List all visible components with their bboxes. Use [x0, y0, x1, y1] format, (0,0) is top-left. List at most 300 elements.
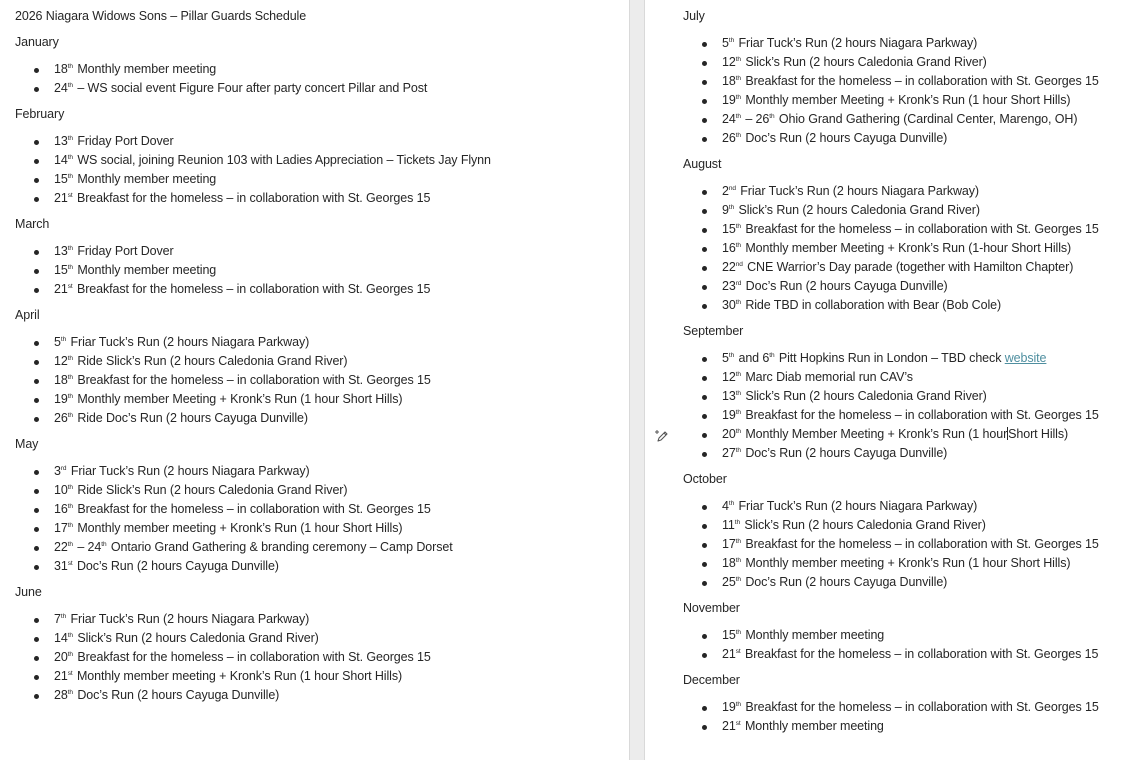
bullet-icon	[702, 228, 707, 233]
event-text: Monthly member meeting + Kronk’s Run (1 hour Short Hills)	[73, 521, 403, 535]
event-day: 17	[54, 521, 68, 535]
month-section-august	[683, 155, 1099, 315]
event-day: 16	[722, 241, 736, 255]
bullet-icon	[34, 250, 39, 255]
month-sections-left	[15, 33, 491, 705]
month-section-january	[15, 33, 491, 98]
day-suffix: th	[60, 336, 67, 343]
list-item[interactable]	[15, 242, 491, 261]
list-item[interactable]	[683, 368, 1099, 387]
bullet-icon	[34, 656, 39, 661]
event-text: Doc’s Run (2 hours Cayuga Dunville)	[741, 131, 948, 145]
list-item[interactable]	[683, 258, 1099, 277]
page-content-right	[683, 7, 1099, 743]
month-sections-right	[683, 7, 1099, 736]
bullet-icon	[702, 706, 707, 711]
day-suffix: st	[735, 720, 741, 727]
event-day: 19	[722, 700, 736, 714]
bullet-icon	[702, 80, 707, 85]
list-item[interactable]	[683, 626, 1099, 645]
day-suffix: th	[67, 689, 73, 696]
document-page-right	[645, 0, 1139, 760]
event-day: 28	[54, 688, 68, 702]
month-section-march	[15, 215, 491, 299]
event-text: Doc’s Run (2 hours Cayuga Dunville)	[73, 559, 279, 573]
bullet-icon	[34, 379, 39, 384]
list-item[interactable]	[683, 554, 1099, 573]
day-suffix: th	[735, 94, 741, 101]
event-day: 20	[722, 427, 736, 441]
bullet-icon	[34, 288, 39, 293]
event-text: Friday Port Dover	[73, 244, 174, 258]
bullet-icon	[702, 653, 707, 658]
event-text: Slick’s Run (2 hours Caledonia Grand River)	[735, 203, 980, 217]
event-text: Friar Tuck’s Run (2 hours Niagara Parkway)	[736, 184, 979, 198]
day-suffix: th	[67, 651, 73, 658]
event-day: 15	[722, 628, 736, 642]
event-day: 15	[54, 263, 68, 277]
event-day: 21	[722, 719, 736, 733]
day-suffix: th	[67, 173, 73, 180]
day-suffix: th	[735, 242, 741, 249]
event-day: 5	[54, 335, 61, 349]
event-day: 23	[722, 279, 736, 293]
event-text: Short Hills)	[1008, 427, 1069, 441]
bullet-icon	[702, 524, 707, 529]
day-suffix: nd	[728, 185, 736, 192]
day-suffix: st	[67, 192, 73, 199]
event-list	[683, 349, 1099, 463]
day-suffix: th	[735, 701, 741, 708]
bullet-icon	[702, 247, 707, 252]
event-day: 12	[722, 370, 736, 384]
bullet-icon	[702, 42, 707, 47]
list-item[interactable]	[683, 535, 1099, 554]
event-day: 21	[54, 669, 68, 683]
day-suffix: th	[67, 82, 73, 89]
event-day: 2	[722, 184, 729, 198]
month-heading[interactable]: August	[683, 157, 722, 171]
event-text: Doc’s Run (2 hours Cayuga Dunville)	[741, 575, 948, 589]
event-day: 19	[54, 392, 68, 406]
bullet-icon	[34, 398, 39, 403]
event-day: 16	[54, 502, 68, 516]
event-text: Breakfast for the homeless – in collaboration with St. Georges 15	[73, 373, 431, 387]
bullet-icon	[702, 266, 707, 271]
list-item[interactable]	[683, 698, 1099, 717]
event-text: CNE Warrior’s Day parade (together with Hamilton Chapter)	[743, 260, 1074, 274]
list-item[interactable]	[683, 91, 1099, 110]
event-text: Friday Port Dover	[73, 134, 174, 148]
event-day: 13	[54, 134, 68, 148]
event-text: Monthly member meeting	[741, 628, 885, 642]
list-item[interactable]	[683, 406, 1099, 425]
month-heading[interactable]: October	[683, 472, 727, 486]
day-suffix: th	[735, 299, 741, 306]
event-text: Breakfast for the homeless – in collaboration with St. Georges 15	[73, 502, 431, 516]
list-item[interactable]	[683, 425, 1099, 444]
day-suffix: rd	[735, 280, 742, 287]
list-item[interactable]	[15, 500, 491, 519]
bullet-icon	[702, 357, 707, 362]
event-day: 20	[54, 650, 68, 664]
event-day: 13	[54, 244, 68, 258]
event-text: Slick’s Run (2 hours Caledonia Grand River)	[741, 389, 987, 403]
bullet-icon	[702, 304, 707, 309]
list-item[interactable]	[15, 538, 491, 557]
bullet-icon	[702, 505, 707, 510]
event-text: Doc’s Run (2 hours Cayuga Dunville)	[741, 446, 948, 460]
day-suffix: th	[735, 371, 741, 378]
event-day: 5	[722, 36, 729, 50]
month-heading[interactable]: March	[15, 217, 50, 231]
event-text: Friar Tuck’s Run (2 hours Niagara Parkway)	[735, 499, 978, 513]
day-suffix: th	[769, 352, 775, 359]
event-list	[15, 462, 491, 576]
event-list	[15, 333, 491, 428]
bullet-icon	[702, 543, 707, 548]
event-day: 12	[54, 354, 68, 368]
bullet-icon	[34, 341, 39, 346]
event-text: Doc’s Run (2 hours Cayuga Dunville)	[73, 688, 280, 702]
event-text: Friar Tuck’s Run (2 hours Niagara Parkway)	[67, 464, 310, 478]
day-suffix: th	[728, 204, 735, 211]
list-item[interactable]	[683, 444, 1099, 463]
month-section-may	[15, 435, 491, 576]
event-day: 18	[54, 62, 68, 76]
day-suffix: th	[735, 428, 741, 435]
event-day: 24	[54, 81, 68, 95]
month-heading[interactable]: December	[683, 673, 740, 687]
list-item[interactable]	[683, 277, 1099, 296]
list-item[interactable]	[683, 220, 1099, 239]
bullet-icon	[34, 546, 39, 551]
bullet-icon	[34, 489, 39, 494]
list-item[interactable]	[683, 34, 1099, 53]
month-heading[interactable]: September	[683, 324, 744, 338]
list-item[interactable]	[15, 60, 491, 79]
event-day: 21	[54, 191, 68, 205]
list-item[interactable]	[15, 462, 491, 481]
event-day: 10	[54, 483, 68, 497]
list-item[interactable]	[683, 516, 1099, 535]
event-text: Breakfast for the homeless – in collaboration with St. Georges 15	[741, 647, 1099, 661]
list-item[interactable]	[683, 239, 1099, 258]
bullet-icon	[34, 470, 39, 475]
event-text: Monthly member meeting + Kronk’s Run (1 hour Short Hills)	[741, 556, 1071, 570]
event-text: Breakfast for the homeless – in collaboration with St. Georges 15	[73, 650, 431, 664]
day-suffix: th	[735, 223, 741, 230]
event-list	[15, 242, 491, 299]
event-day: 11	[722, 518, 735, 532]
list-item[interactable]	[683, 296, 1099, 315]
month-section-april	[15, 306, 491, 428]
event-text: Monthly member Meeting + Kronk’s Run (1-hour Short Hills)	[741, 241, 1072, 255]
event-day: 21	[722, 647, 736, 661]
month-heading[interactable]: June	[15, 585, 42, 599]
day-suffix: th	[67, 355, 73, 362]
day-suffix: th	[67, 245, 73, 252]
day-suffix: nd	[735, 261, 743, 268]
list-item[interactable]	[683, 349, 1099, 368]
day-suffix: th	[60, 613, 67, 620]
day-suffix: th	[67, 632, 73, 639]
event-day: 14	[54, 631, 68, 645]
document-title[interactable]: 2026 Niagara Widows Sons – Pillar Guards Schedule	[15, 9, 307, 23]
bullet-icon	[34, 694, 39, 699]
list-item[interactable]	[15, 390, 491, 409]
event-text: Marc Diab memorial run CAV’s	[741, 370, 913, 384]
day-suffix: st	[67, 670, 73, 677]
list-item[interactable]	[683, 53, 1099, 72]
bullet-icon	[702, 376, 707, 381]
event-text: Monthly member meeting + Kronk’s Run (1 hour Short Hills)	[73, 669, 403, 683]
bullet-icon	[34, 618, 39, 623]
event-list	[15, 132, 491, 208]
list-item[interactable]	[15, 170, 491, 189]
bullet-icon	[34, 269, 39, 274]
event-text: Ride Slick’s Run (2 hours Caledonia Grand River)	[73, 483, 348, 497]
event-day: 19	[722, 93, 736, 107]
day-suffix: th	[101, 541, 107, 548]
event-text: – 24	[73, 540, 102, 554]
event-text: Ride Doc’s Run (2 hours Cayuga Dunville)	[73, 411, 308, 425]
day-suffix: th	[735, 75, 741, 82]
event-text: Doc’s Run (2 hours Cayuga Dunville)	[742, 279, 948, 293]
month-heading[interactable]: May	[15, 437, 39, 451]
event-text: Monthly member Meeting + Kronk’s Run (1 hour Short Hills)	[741, 93, 1071, 107]
event-list	[15, 610, 491, 705]
event-text: – 26	[741, 112, 770, 126]
event-text: Slick’s Run (2 hours Caledonia Grand River)	[741, 518, 986, 532]
list-item[interactable]	[15, 557, 491, 576]
event-text: Pitt Hopkins Run in London – TBD check	[775, 351, 1005, 365]
event-text: Breakfast for the homeless – in collaboration with St. Georges 15	[741, 537, 1099, 551]
event-list	[683, 182, 1099, 315]
list-item[interactable]	[683, 201, 1099, 220]
bullet-icon	[702, 395, 707, 400]
event-list	[683, 626, 1099, 664]
event-text: – WS social event Figure Four after party concert Pillar and Post	[73, 81, 428, 95]
month-section-december	[683, 671, 1099, 736]
event-text: Breakfast for the homeless – in collaboration with St. Georges 15	[741, 700, 1099, 714]
bullet-icon	[702, 634, 707, 639]
list-item[interactable]	[15, 371, 491, 390]
day-suffix: th	[734, 519, 741, 526]
bullet-icon	[702, 137, 707, 142]
day-suffix: th	[67, 374, 73, 381]
event-day: 19	[722, 408, 736, 422]
month-section-july	[683, 7, 1099, 148]
list-item[interactable]	[683, 387, 1099, 406]
day-suffix: th	[67, 541, 73, 548]
event-day: 17	[722, 537, 736, 551]
day-suffix: th	[735, 629, 741, 636]
month-heading[interactable]: January	[15, 35, 59, 49]
event-day: 22	[722, 260, 736, 274]
bullet-icon	[34, 508, 39, 513]
bullet-icon	[702, 562, 707, 567]
day-suffix: th	[735, 56, 741, 63]
event-text: Slick’s Run (2 hours Caledonia Grand River)	[741, 55, 987, 69]
list-item[interactable]	[683, 497, 1099, 516]
day-suffix: th	[67, 412, 73, 419]
list-item[interactable]	[15, 667, 491, 686]
event-list	[683, 698, 1099, 736]
list-item[interactable]	[683, 573, 1099, 592]
bullet-icon	[34, 637, 39, 642]
bullet-icon	[34, 178, 39, 183]
bullet-icon	[702, 99, 707, 104]
month-section-november	[683, 599, 1099, 664]
day-suffix: th	[67, 63, 73, 70]
list-item[interactable]	[683, 129, 1099, 148]
month-heading[interactable]: April	[15, 308, 40, 322]
day-suffix: th	[67, 484, 73, 491]
bullet-icon	[34, 360, 39, 365]
day-suffix: st	[67, 560, 73, 567]
list-item[interactable]	[683, 72, 1099, 91]
page-content-left	[15, 7, 491, 712]
list-item[interactable]	[15, 333, 491, 352]
list-item[interactable]	[15, 151, 491, 170]
list-item[interactable]	[15, 132, 491, 151]
month-section-october	[683, 470, 1099, 592]
event-day: 3	[54, 464, 61, 478]
list-item[interactable]	[15, 629, 491, 648]
list-item[interactable]	[15, 610, 491, 629]
list-item[interactable]	[683, 110, 1099, 129]
bullet-icon	[702, 433, 707, 438]
event-day: 21	[54, 282, 68, 296]
day-suffix: th	[67, 264, 73, 271]
event-day: 18	[54, 373, 68, 387]
edit-sparkle-icon[interactable]	[654, 428, 670, 444]
list-item[interactable]	[15, 519, 491, 538]
event-list	[15, 60, 491, 98]
bullet-icon	[34, 159, 39, 164]
event-day: 27	[722, 446, 736, 460]
bullet-icon	[702, 581, 707, 586]
event-day: 18	[722, 74, 736, 88]
day-suffix: th	[735, 113, 741, 120]
list-item[interactable]	[15, 481, 491, 500]
event-text: Breakfast for the homeless – in collaboration with St. Georges 15	[741, 408, 1099, 422]
event-text: Monthly member meeting	[73, 263, 217, 277]
day-suffix: th	[769, 113, 775, 120]
event-text: Monthly member meeting	[741, 719, 884, 733]
day-suffix: th	[67, 154, 73, 161]
list-item[interactable]	[15, 409, 491, 428]
list-item[interactable]	[15, 79, 491, 98]
event-text: Monthly Member Meeting + Kronk’s Run (1 hour	[741, 427, 1008, 441]
list-item[interactable]	[15, 686, 491, 705]
bullet-icon	[34, 68, 39, 73]
bullet-icon	[34, 197, 39, 202]
day-suffix: th	[67, 503, 73, 510]
event-text: Breakfast for the homeless – in collaboration with St. Georges 15	[741, 222, 1099, 236]
bullet-icon	[702, 725, 707, 730]
list-item[interactable]	[15, 261, 491, 280]
bullet-icon	[702, 209, 707, 214]
list-item[interactable]	[15, 648, 491, 667]
day-suffix: th	[735, 576, 741, 583]
bullet-icon	[702, 285, 707, 290]
list-item[interactable]	[683, 182, 1099, 201]
event-day: 13	[722, 389, 736, 403]
event-text: Breakfast for the homeless – in collaboration with St. Georges 15	[73, 191, 431, 205]
event-list	[683, 34, 1099, 148]
event-text: Monthly member meeting	[73, 172, 217, 186]
list-item[interactable]	[683, 645, 1099, 664]
bullet-icon	[702, 190, 707, 195]
month-section-september	[683, 322, 1099, 463]
month-heading[interactable]: November	[683, 601, 740, 615]
day-suffix: th	[728, 500, 735, 507]
event-text: WS social, joining Reunion 103 with Ladies Appreciation – Tickets Jay Flynn	[73, 153, 491, 167]
day-suffix: th	[735, 409, 741, 416]
bullet-icon	[702, 414, 707, 419]
day-suffix: th	[735, 557, 741, 564]
event-day: 26	[722, 131, 736, 145]
event-day: 12	[722, 55, 736, 69]
bullet-icon	[34, 675, 39, 680]
list-item[interactable]	[683, 717, 1099, 736]
event-day: 26	[54, 411, 68, 425]
event-day: 24	[722, 112, 736, 126]
bullet-icon	[34, 140, 39, 145]
bullet-icon	[702, 61, 707, 66]
list-item[interactable]	[15, 352, 491, 371]
day-suffix: th	[67, 522, 73, 529]
event-day: 5	[722, 351, 729, 365]
month-section-february	[15, 105, 491, 208]
event-text: and 6	[735, 351, 770, 365]
event-day: 9	[722, 203, 729, 217]
day-suffix: th	[735, 132, 741, 139]
event-text: Slick’s Run (2 hours Caledonia Grand River)	[73, 631, 319, 645]
day-suffix: th	[735, 447, 741, 454]
day-suffix: th	[728, 352, 735, 359]
bullet-icon	[34, 527, 39, 532]
event-day: 22	[54, 540, 68, 554]
day-suffix: st	[735, 648, 741, 655]
event-day: 31	[54, 559, 68, 573]
list-item[interactable]	[15, 189, 491, 208]
page-gutter	[629, 0, 645, 760]
event-text: Friar Tuck’s Run (2 hours Niagara Parkway)	[735, 36, 978, 50]
list-item[interactable]	[15, 280, 491, 299]
event-text: Friar Tuck’s Run (2 hours Niagara Parkway)	[67, 612, 310, 626]
day-suffix: rd	[60, 465, 67, 472]
event-day: 30	[722, 298, 736, 312]
event-day: 4	[722, 499, 729, 513]
bullet-icon	[34, 87, 39, 92]
day-suffix: st	[67, 283, 73, 290]
month-heading[interactable]: July	[683, 9, 705, 23]
bullet-icon	[34, 565, 39, 570]
day-suffix: th	[67, 393, 73, 400]
bullet-icon	[702, 452, 707, 457]
day-suffix: th	[728, 37, 735, 44]
event-text: Breakfast for the homeless – in collaboration with St. Georges 15	[741, 74, 1099, 88]
month-heading[interactable]: February	[15, 107, 65, 121]
event-day: 25	[722, 575, 736, 589]
event-text: Monthly member meeting	[73, 62, 217, 76]
website-link[interactable]: website	[1004, 351, 1047, 365]
day-suffix: th	[735, 538, 741, 545]
event-day: 15	[54, 172, 68, 186]
